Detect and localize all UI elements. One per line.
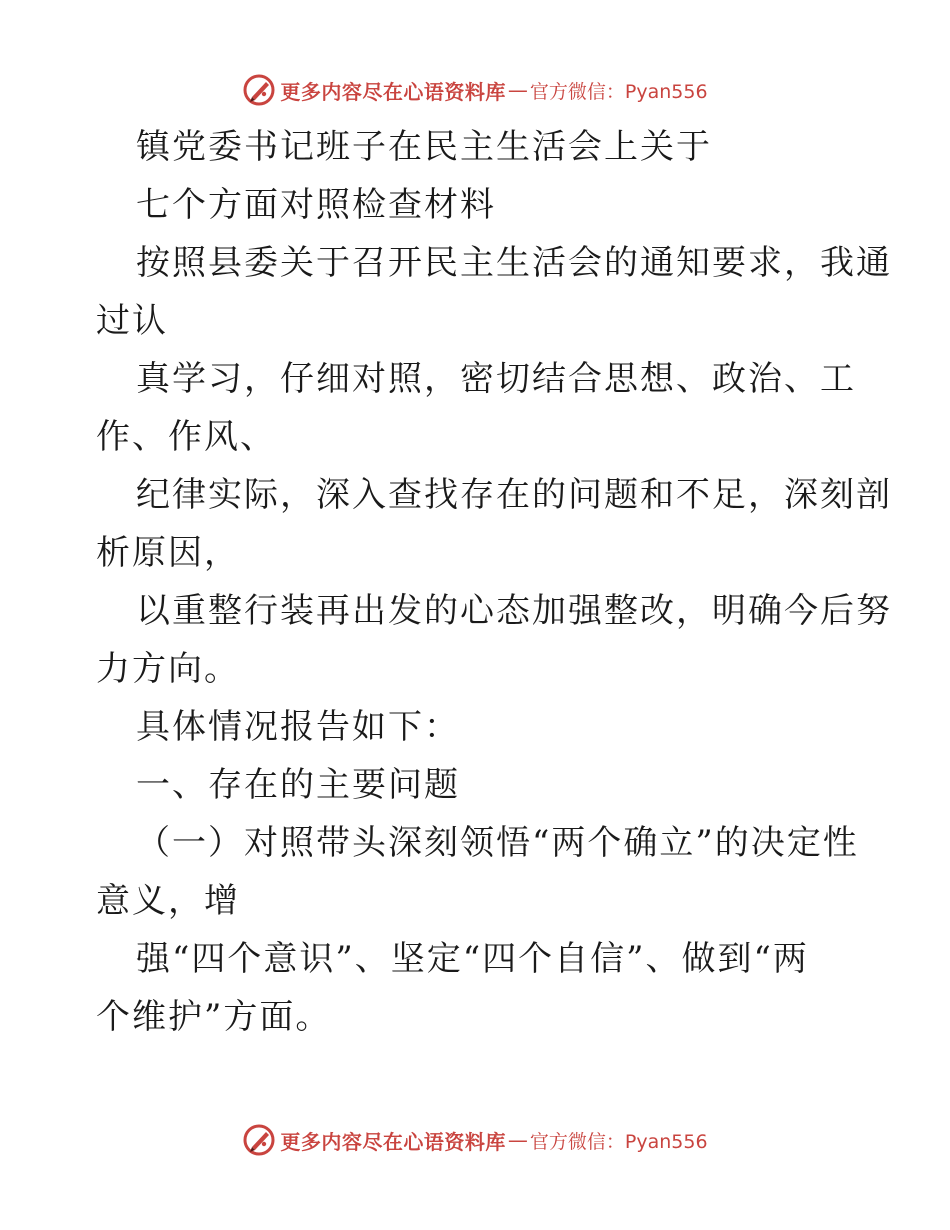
paragraph-line: 真学习，仔细对照，密切结合思想、政治、工 — [136, 359, 856, 399]
paragraph-line: 以重整行装再出发的心态加强整改，明确今后努 — [136, 591, 892, 631]
paragraph-line: 强“四个意识”、坚定“四个自信”、做到“两 — [136, 939, 809, 979]
paragraph-line: 具体情况报告如下： — [136, 707, 460, 747]
watermark-contact-text: 官方微信：Pyan556 — [529, 80, 708, 103]
paragraph-line: 析原因， — [96, 533, 240, 573]
footer-watermark — [0, 1120, 950, 1160]
brand-logo-icon — [242, 73, 276, 107]
watermark-contact-text: 官方微信：Pyan556 — [529, 1130, 708, 1153]
paragraph-line: 力方向。 — [96, 649, 240, 689]
document-title-line-1: 镇党委书记班子在民主生活会上关于 — [136, 127, 712, 167]
document-body — [96, 118, 892, 1046]
paragraph-line: 意义，增 — [96, 881, 240, 921]
watermark-separator: — — [507, 1128, 528, 1152]
document-title-line-2: 七个方面对照检查材料 — [136, 185, 496, 225]
paragraph-line: 按照县委关于召开民主生活会的通知要求，我通 — [136, 243, 892, 283]
watermark-main-text: 更多内容尽在心语资料库 — [280, 1129, 506, 1154]
subsection-heading: （一）对照带头深刻领悟“两个确立”的决定性 — [136, 823, 859, 863]
paragraph-line: 过认 — [96, 301, 168, 341]
brand-logo-icon — [242, 1123, 276, 1157]
watermark-separator: — — [507, 78, 528, 102]
section-heading: 一、存在的主要问题 — [136, 765, 460, 805]
paragraph-line: 个维护”方面。 — [96, 997, 332, 1037]
paragraph-line: 纪律实际，深入查找存在的问题和不足，深刻剖 — [136, 475, 892, 515]
header-watermark — [0, 70, 950, 110]
watermark-main-text: 更多内容尽在心语资料库 — [280, 79, 506, 104]
paragraph-line: 作、作风、 — [96, 417, 276, 457]
